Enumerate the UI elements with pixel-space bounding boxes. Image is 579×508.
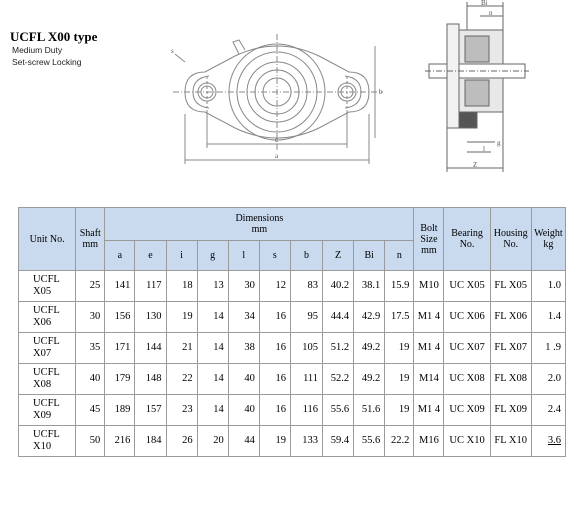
cell-n: 22.2 (385, 426, 414, 457)
cell-Z: 51.2 (323, 333, 354, 364)
cell-bolt: M16 (414, 426, 444, 457)
cell-i: 23 (166, 395, 197, 426)
table-row (19, 395, 566, 426)
table-row (19, 302, 566, 333)
cell-housing: FL X05 (490, 271, 531, 302)
cell-b: 83 (290, 271, 322, 302)
cell-a: 179 (105, 364, 135, 395)
header-housing-no: Housing No. (490, 208, 531, 271)
header-dim-i: i (166, 241, 197, 271)
label-l: l (483, 145, 485, 153)
cell-bolt: M1 4 (414, 302, 444, 333)
cell-n: 19 (385, 364, 414, 395)
cell-e: 144 (135, 333, 166, 364)
cell-l: 34 (228, 302, 259, 333)
cell-housing: FL X08 (490, 364, 531, 395)
cell-bearing: UC X06 (444, 302, 490, 333)
cell-i: 21 (166, 333, 197, 364)
cell-weight: 3.6 (531, 426, 565, 457)
cell-Bi: 42.9 (354, 302, 385, 333)
side-view-drawing (425, 0, 530, 180)
cell-Bi: 49.2 (354, 333, 385, 364)
cell-s: 16 (259, 364, 290, 395)
cell-b: 95 (290, 302, 322, 333)
cell-l: 30 (228, 271, 259, 302)
cell-bolt: M1 4 (414, 333, 444, 364)
cell-bearing: UC X10 (444, 426, 490, 457)
cell-unit: UCFL X10 (19, 426, 76, 457)
header-weight: Weight kg (531, 208, 565, 271)
cell-g: 13 (197, 271, 228, 302)
cell-s: 12 (259, 271, 290, 302)
header-dim-s: s (259, 241, 290, 271)
cell-e: 130 (135, 302, 166, 333)
cell-unit: UCFL X05 (19, 271, 76, 302)
cell-e: 184 (135, 426, 166, 457)
label-e: e (275, 136, 279, 144)
cell-weight: 1.0 (531, 271, 565, 302)
cell-i: 18 (166, 271, 197, 302)
cell-bearing: UC X08 (444, 364, 490, 395)
label-Z: Z (473, 161, 478, 169)
header-dimensions: Dimensions mm (105, 208, 414, 241)
header-dim-g: g (197, 241, 228, 271)
header-dim-b: b (290, 241, 322, 271)
header-unit-no: Unit No. (19, 208, 76, 271)
table-row (19, 333, 566, 364)
cell-l: 40 (228, 364, 259, 395)
cell-Z: 52.2 (323, 364, 354, 395)
cell-housing: FL X06 (490, 302, 531, 333)
cell-shaft: 25 (76, 271, 105, 302)
cell-n: 19 (385, 333, 414, 364)
cell-l: 40 (228, 395, 259, 426)
label-Bi: Bi (481, 0, 488, 7)
cell-b: 133 (290, 426, 322, 457)
cell-s: 16 (259, 302, 290, 333)
cell-Bi: 55.6 (354, 426, 385, 457)
cell-bolt: M1 4 (414, 395, 444, 426)
cell-i: 22 (166, 364, 197, 395)
cell-bearing: UC X05 (444, 271, 490, 302)
header-dim-e: e (135, 241, 166, 271)
cell-unit: UCFL X06 (19, 302, 76, 333)
cell-l: 38 (228, 333, 259, 364)
cell-n: 15.9 (385, 271, 414, 302)
cell-b: 116 (290, 395, 322, 426)
cell-g: 14 (197, 395, 228, 426)
cell-e: 148 (135, 364, 166, 395)
cell-weight: 2.4 (531, 395, 565, 426)
cell-unit: UCFL X07 (19, 333, 76, 364)
cell-bolt: M14 (414, 364, 444, 395)
cell-Bi: 49.2 (354, 364, 385, 395)
label-s: s (171, 47, 174, 55)
cell-unit: UCFL X09 (19, 395, 76, 426)
header-dim-a: a (105, 241, 135, 271)
cell-housing: FL X10 (490, 426, 531, 457)
header-dim-Z: Z (323, 241, 354, 271)
table-row (19, 426, 566, 457)
cell-weight: 2.0 (531, 364, 565, 395)
cell-g: 20 (197, 426, 228, 457)
cell-s: 16 (259, 333, 290, 364)
document-title: UCFL X00 type (10, 29, 98, 44)
table-row (19, 364, 566, 395)
table-row (19, 271, 566, 302)
subtitle-locking: Set-screw Locking (12, 57, 82, 67)
header-dim-Bi: Bi (354, 241, 385, 271)
cell-a: 156 (105, 302, 135, 333)
cell-Bi: 38.1 (354, 271, 385, 302)
cell-n: 17.5 (385, 302, 414, 333)
cell-e: 117 (135, 271, 166, 302)
cell-shaft: 45 (76, 395, 105, 426)
cell-g: 14 (197, 364, 228, 395)
specification-table (18, 207, 566, 457)
cell-a: 189 (105, 395, 135, 426)
header-dim-n: n (385, 241, 414, 271)
cell-bearing: UC X07 (444, 333, 490, 364)
cell-Bi: 51.6 (354, 395, 385, 426)
subtitle-duty: Medium Duty (12, 45, 63, 55)
cell-housing: FL X09 (490, 395, 531, 426)
cell-n: 19 (385, 395, 414, 426)
cell-Z: 44.4 (323, 302, 354, 333)
label-g: g (497, 139, 501, 147)
cell-shaft: 30 (76, 302, 105, 333)
cell-a: 171 (105, 333, 135, 364)
cell-shaft: 50 (76, 426, 105, 457)
cell-bolt: M10 (414, 271, 444, 302)
header-dim-l: l (228, 241, 259, 271)
cell-housing: FL X07 (490, 333, 531, 364)
label-b: b (379, 88, 383, 96)
cell-g: 14 (197, 302, 228, 333)
cell-shaft: 35 (76, 333, 105, 364)
front-view-drawing (165, 20, 390, 175)
cell-s: 16 (259, 395, 290, 426)
label-n: n (489, 9, 493, 17)
cell-b: 105 (290, 333, 322, 364)
cell-Z: 59.4 (323, 426, 354, 457)
cell-unit: UCFL X08 (19, 364, 76, 395)
cell-weight: 1.4 (531, 302, 565, 333)
cell-a: 216 (105, 426, 135, 457)
header-bearing-no: Bearing No. (444, 208, 490, 271)
cell-shaft: 40 (76, 364, 105, 395)
cell-i: 19 (166, 302, 197, 333)
cell-l: 44 (228, 426, 259, 457)
cell-i: 26 (166, 426, 197, 457)
cell-weight: 1 .9 (531, 333, 565, 364)
cell-Z: 40.2 (323, 271, 354, 302)
header-shaft: Shaft mm (76, 208, 105, 271)
cell-s: 19 (259, 426, 290, 457)
cell-b: 111 (290, 364, 322, 395)
cell-bearing: UC X09 (444, 395, 490, 426)
label-a: a (275, 152, 279, 160)
cell-g: 14 (197, 333, 228, 364)
cell-e: 157 (135, 395, 166, 426)
header-bolt-size: Bolt Size mm (414, 208, 444, 271)
cell-Z: 55.6 (323, 395, 354, 426)
cell-a: 141 (105, 271, 135, 302)
